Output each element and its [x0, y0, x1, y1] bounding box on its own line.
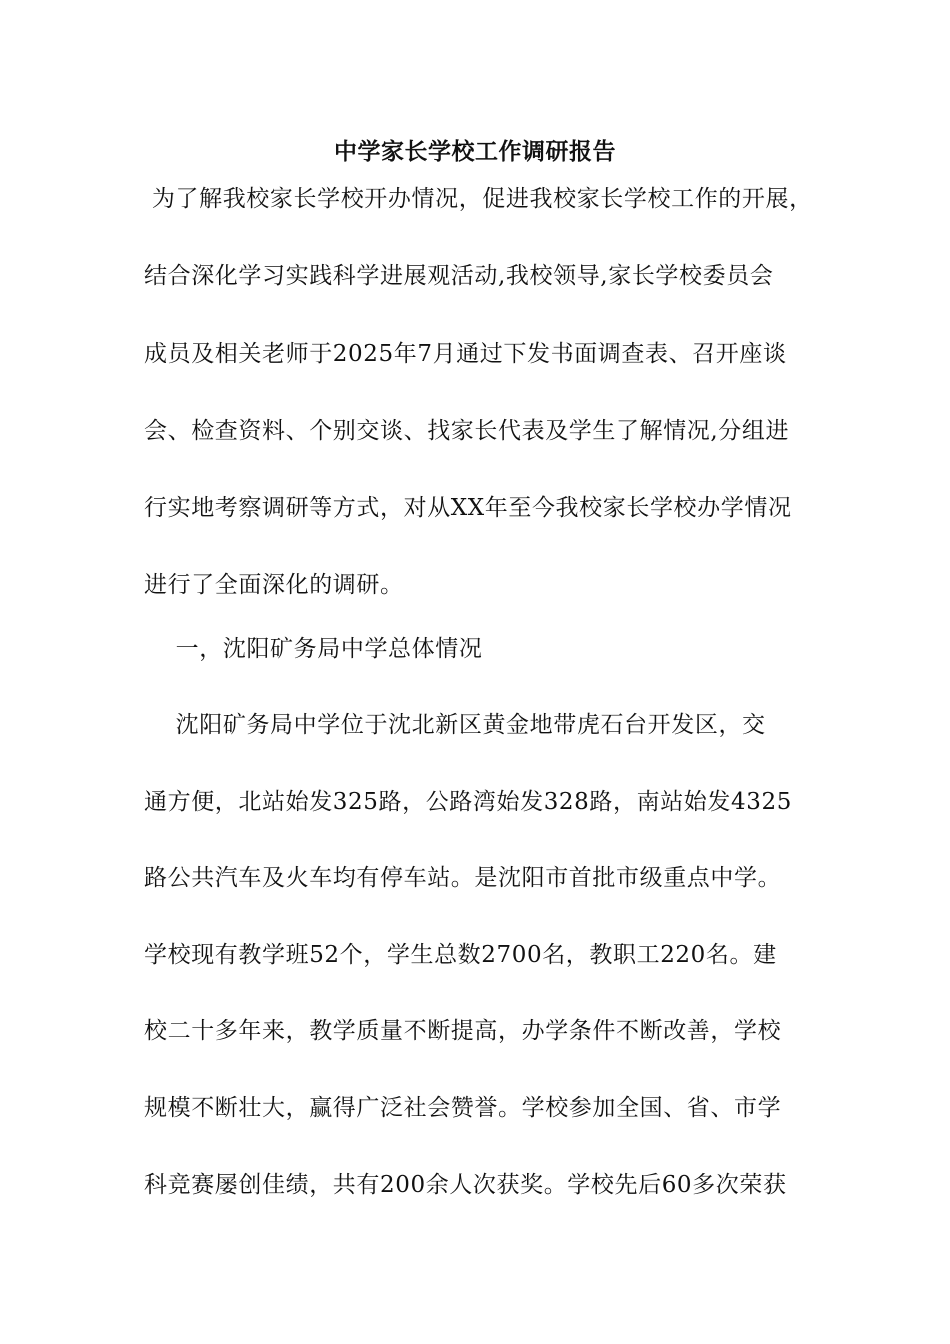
body-line: 进行了全面深化的调研。: [144, 572, 404, 598]
section-heading: 一，沈阳矿务局中学总体情况: [144, 636, 483, 662]
body-line: 规模不断壮大，赢得广泛社会赞誉。学校参加全国、省、市学: [144, 1095, 782, 1121]
body-line: 行实地考察调研等方式，对从XX年至今我校家长学校办学情况: [144, 495, 792, 521]
body-line: 科竞赛屡创佳绩，共有200余人次获奖。学校先后60多次荣获: [144, 1172, 787, 1198]
body-line: 路公共汽车及火车均有停车站。是沈阳市首批市级重点中学。: [144, 865, 782, 891]
body-line: 校二十多年来，教学质量不断提高，办学条件不断改善，学校: [144, 1018, 782, 1044]
body-line: 成员及相关老师于2025年7月通过下发书面调查表、召开座谈: [144, 341, 787, 367]
body-line: 会、检查资料、个别交谈、找家长代表及学生了解情况,分组进: [144, 418, 790, 444]
body-line: 通方便，北站始发325路，公路湾始发328路，南站始发4325: [144, 789, 792, 815]
body-line: 为了解我校家长学校开办情况，促进我校家长学校工作的开展，: [144, 186, 813, 212]
body-line: 沈阳矿务局中学位于沈北新区黄金地带虎石台开发区，交: [144, 712, 766, 738]
body-line: 结合深化学习实践科学进展观活动,我校领导,家长学校委员会: [144, 263, 774, 289]
document-title: 中学家长学校工作调研报告: [334, 138, 616, 165]
body-line: 学校现有教学班52个，学生总数2700名，教职工220名。建: [144, 942, 777, 968]
